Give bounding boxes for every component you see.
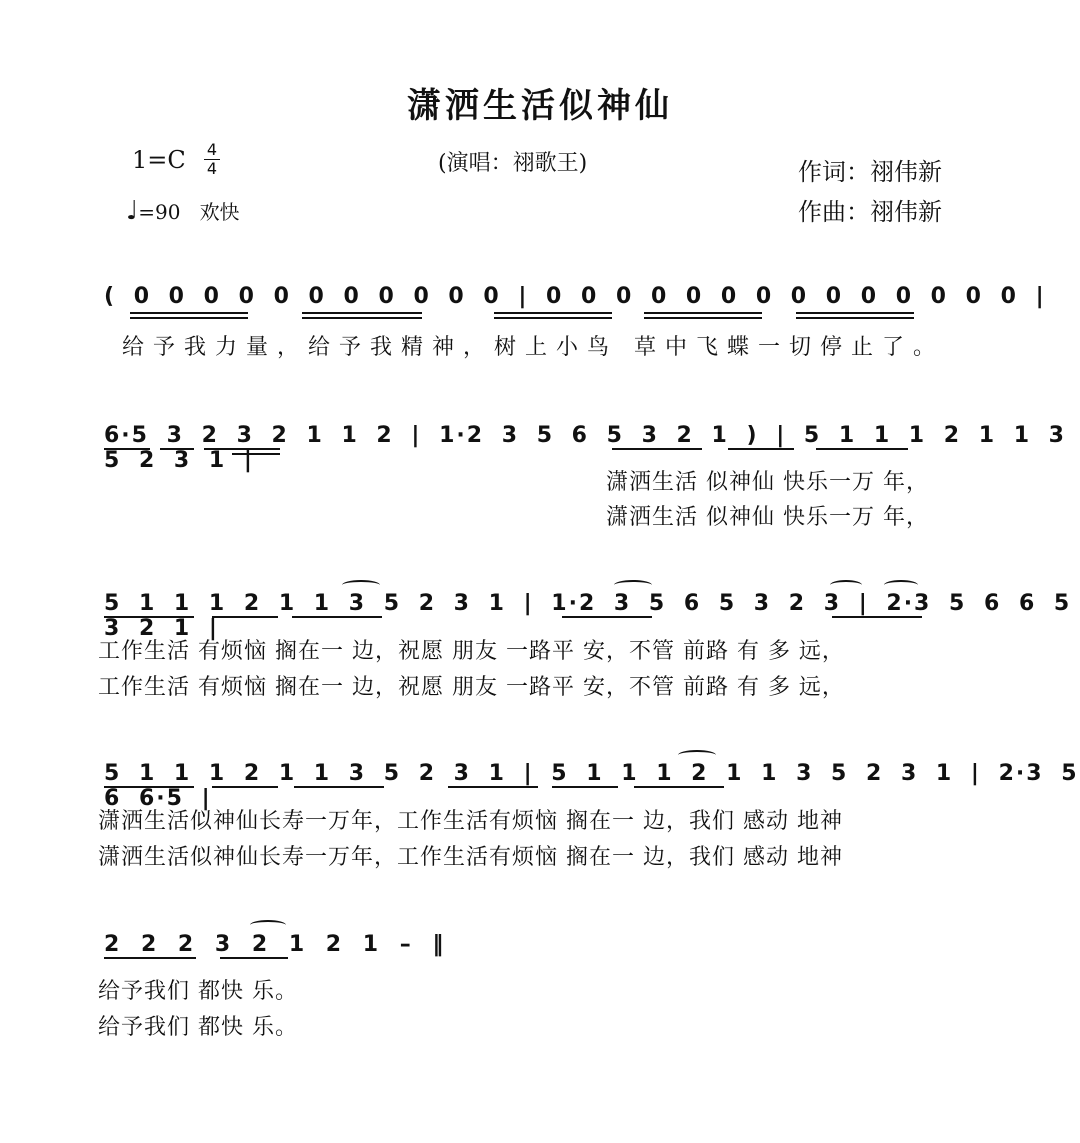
composer-credit: 作曲：祤伟新 [798,198,942,226]
notation-line-2: 6·5 3 2 3 2 1 1 2 | 1·2 3 5 6 5 3 2 1 ) | 5 1 1 1 2 1 1 3 5 2 3 1 | [104,423,1066,473]
underline-3a [104,616,194,618]
lyric-line-4b: 潇洒生活似神仙长寿一万年，工作生活有烦恼 搁在一 边，我们 感动 地神 [98,845,843,870]
underline-2c [204,448,280,450]
key-signature: 1=C [132,146,186,174]
underline-1f [494,317,612,319]
notation-line-5: 2 2 2 3 2 1 2 1 – ‖ [104,932,448,957]
underline-2d [232,453,280,455]
underline-4c [294,786,384,788]
underline-3e [832,616,922,618]
underline-1b [130,317,248,319]
underline-1g [644,312,762,314]
slur-3a [342,580,380,590]
underline-1i [796,312,914,314]
underline-1j [796,317,914,319]
underline-4f [634,786,724,788]
time-signature-bottom: 4 [206,159,218,178]
underline-2f [728,448,794,450]
underline-2b [160,448,194,450]
tempo-mood: 欢快 [199,200,240,224]
slur-3c [830,580,862,590]
slur-5a [250,920,286,930]
underline-1e [494,312,612,314]
time-signature [204,142,220,177]
song-title: 潇洒生活似神仙 [407,86,673,126]
underline-3d [562,616,652,618]
slur-4a [678,750,716,760]
underline-1a [130,312,248,314]
underline-1c [302,312,422,314]
underline-5a [104,957,196,959]
underline-2a [104,448,150,450]
underline-5b [220,957,288,959]
underline-2e [612,448,702,450]
slur-3b [614,580,652,590]
tempo-value: =90 [138,200,181,224]
notation-line-3: 5 1 1 1 2 1 1 3 5 2 3 1 | 1·2 3 5 6 5 3 2 3 | 2·3 5 6 6 5 3 2 1 | [104,591,1072,641]
lyricist-credit: 作词：祤伟新 [798,158,942,186]
lyric-line-5b: 给予我们 都快 乐。 [98,1015,298,1040]
underline-2g [816,448,908,450]
lyric-line-2a: 潇洒生活 似神仙 快乐一万 年， [606,470,929,495]
lyric-line-1: 给予我力量，给予我精神，树上小鸟 草中飞蝶一切停止了。 [122,335,944,360]
lyric-line-2b: 潇洒生活 似神仙 快乐一万 年， [606,505,929,530]
underline-4a [104,786,194,788]
lyric-line-5a: 给予我们 都快 乐。 [98,979,298,1004]
lyric-line-3a: 工作生活 有烦恼 搁在一 边，祝愿 朋友 一路平 安，不管 前路 有 多 远， [98,639,845,664]
quarter-note-icon: ♩ [126,196,139,226]
singer-credit: (演唱：祤歌王) [438,151,588,176]
underline-3c [292,616,382,618]
tempo-marking [126,196,240,226]
notation-line-4: 5 1 1 1 2 1 1 3 5 2 3 1 | 5 1 1 1 2 1 1 3 5 2 3 1 | 2·3 5 6 6·5 | [104,761,1079,811]
underline-3b [212,616,278,618]
underline-1d [302,317,422,319]
slur-3d [884,580,918,590]
underline-4d [448,786,538,788]
underline-4e [552,786,618,788]
notation-line-1: ( 0 0 0 0 0 0 0 0 0 0 0 | 0 0 0 0 0 0 0 0 0 0 0 0 0 0 | [104,284,1047,309]
lyric-line-3b: 工作生活 有烦恼 搁在一 边，祝愿 朋友 一路平 安，不管 前路 有 多 远， [98,675,845,700]
underline-1h [644,317,762,319]
underline-4b [212,786,278,788]
time-signature-top: 4 [206,140,218,159]
lyric-line-4a: 潇洒生活似神仙长寿一万年，工作生活有烦恼 搁在一 边，我们 感动 地神 [98,809,843,834]
